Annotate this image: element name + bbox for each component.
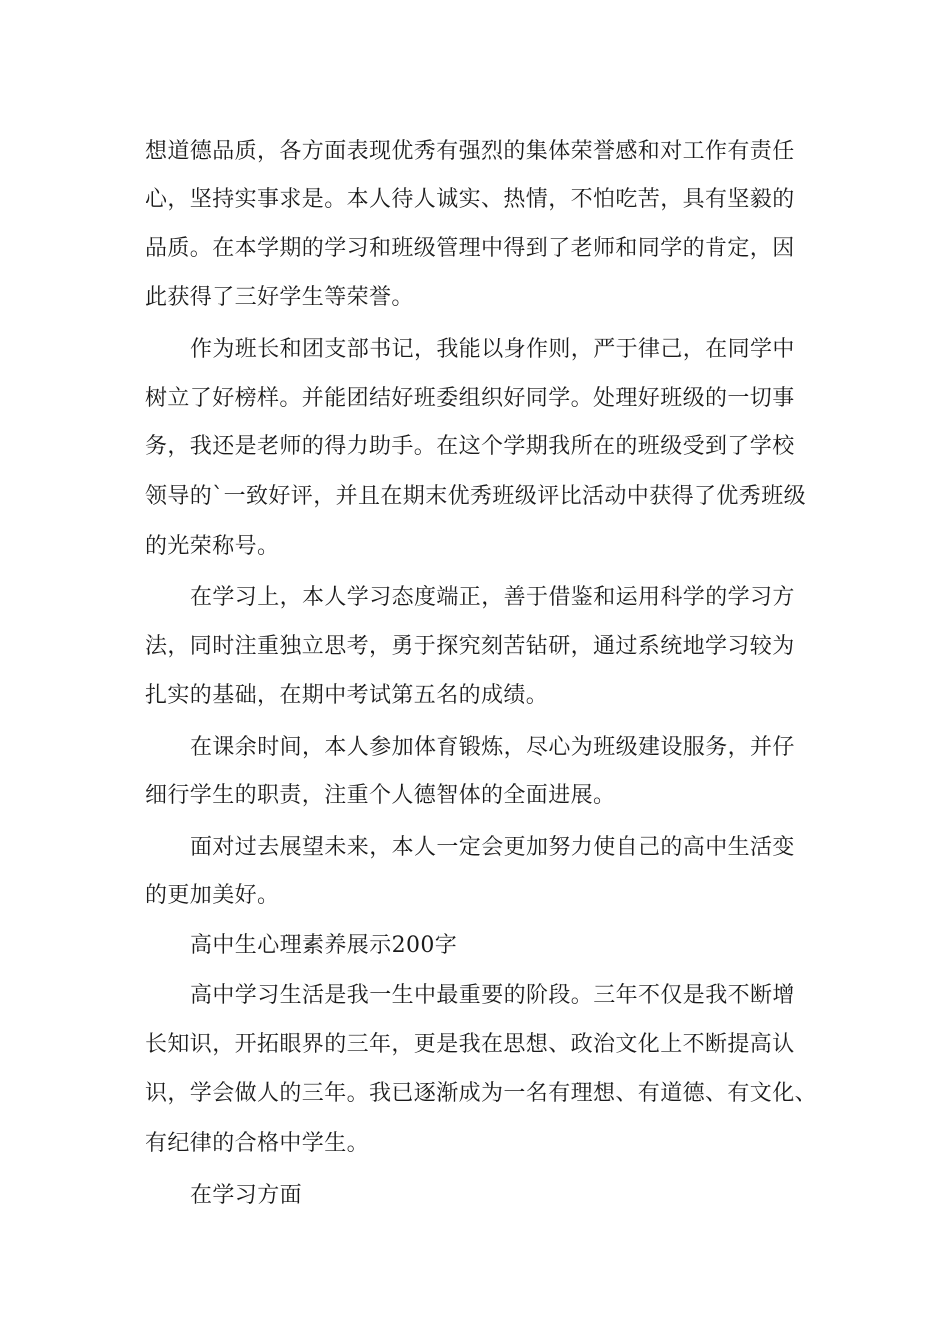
paragraph-line: 在学习方面 [190, 1183, 303, 1208]
paragraph-line: 想道德品质，各方面表现优秀有强烈的集体荣誉感和对工作有责任 [145, 139, 795, 164]
paragraph-line: 细行学生的职责，注重个人德智体的全面进展。 [145, 783, 616, 808]
paragraph-line: 识，学会做人的三年。我已逐渐成为一名有理想、有道德、有文化、 [145, 1081, 818, 1106]
paragraph-line: 长知识，开拓眼界的三年，更是我在思想、政治文化上不断提高认 [145, 1032, 795, 1057]
paragraph-line: 领导的`一致好评，并且在期末优秀班级评比活动中获得了优秀班级 [145, 484, 807, 509]
paragraph-line: 此获得了三好学生等荣誉。 [145, 285, 414, 310]
paragraph-line: 有纪律的合格中学生。 [145, 1131, 370, 1156]
paragraph-line: 面对过去展望未来，本人一定会更加努力使自己的高中生活变 [190, 835, 795, 860]
paragraph-line: 务，我还是老师的得力助手。在这个学期我所在的班级受到了学校 [145, 434, 795, 459]
paragraph-line: 在课余时间，本人参加体育锻炼，尽心为班级建设服务，并仔 [190, 735, 795, 760]
paragraph-line: 心，坚持实事求是。本人待人诚实、热情，不怕吃苦，具有坚毅的 [145, 187, 795, 212]
paragraph-line: 法，同时注重独立思考，勇于探究刻苦钻研，通过系统地学习较为 [145, 634, 795, 659]
paragraph-line: 树立了好榜样。并能团结好班委组织好同学。处理好班级的一切事 [145, 386, 795, 411]
paragraph-line: 的光荣称号。 [145, 534, 280, 559]
paragraph-line: 在学习上，本人学习态度端正，善于借鉴和运用科学的学习方 [190, 585, 795, 610]
paragraph-line: 高中学习生活是我一生中最重要的阶段。三年不仅是我不断增 [190, 983, 795, 1008]
paragraph-line: 作为班长和团支部书记，我能以身作则，严于律己，在同学中 [190, 337, 795, 362]
paragraph-line: 的更加美好。 [145, 883, 280, 908]
paragraph-line: 扎实的基础，在期中考试第五名的成绩。 [145, 683, 549, 708]
paragraph-line: 品质。在本学期的学习和班级管理中得到了老师和同学的肯定，因 [145, 236, 795, 261]
section-heading: 高中生心理素养展示200字 [190, 933, 458, 958]
